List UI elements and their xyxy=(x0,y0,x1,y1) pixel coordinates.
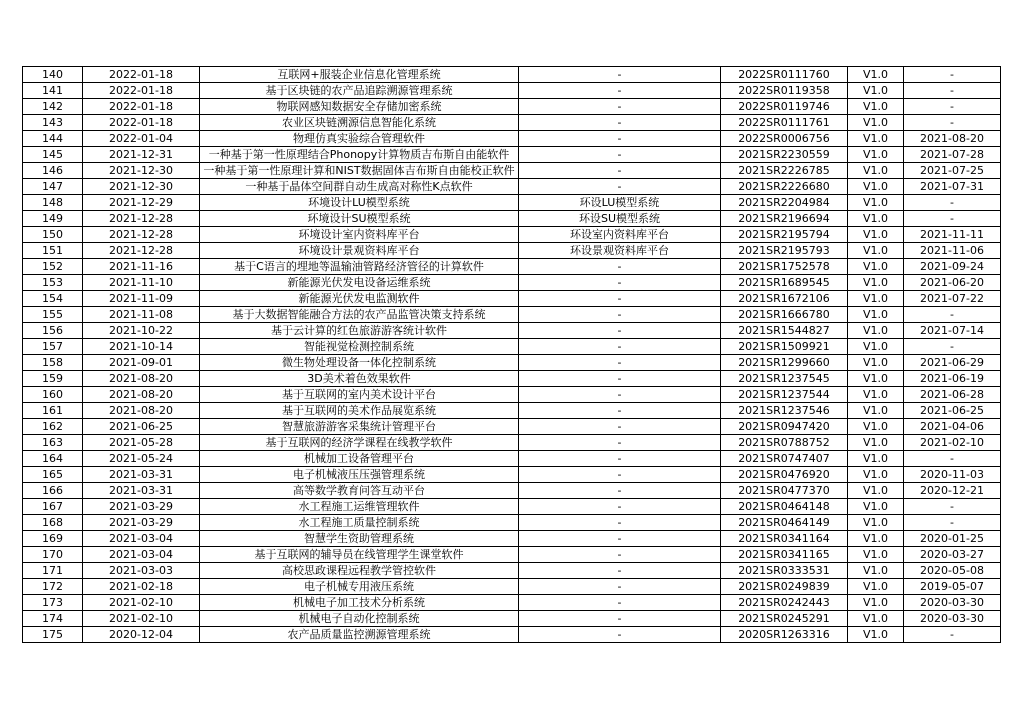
table-row xyxy=(23,83,1001,99)
table-row xyxy=(23,435,1001,451)
table-body xyxy=(23,67,1001,643)
row-number-cell: 172 xyxy=(23,579,83,595)
short-name-cell: - xyxy=(519,99,721,115)
table-row xyxy=(23,115,1001,131)
registration-number-cell: 2022SR0006756 xyxy=(721,131,848,147)
row-number-cell: 165 xyxy=(23,467,83,483)
table-row xyxy=(23,147,1001,163)
short-name-cell: 环设室内资料库平台 xyxy=(519,227,721,243)
registration-date-cell: 2022-01-04 xyxy=(83,131,200,147)
version-cell: V1.0 xyxy=(848,179,904,195)
row-number-cell: 169 xyxy=(23,531,83,547)
registration-date-cell: 2022-01-18 xyxy=(83,67,200,83)
table-row xyxy=(23,627,1001,643)
short-name-cell: - xyxy=(519,163,721,179)
completion-date-cell: 2021-09-24 xyxy=(904,259,1001,275)
row-number-cell: 159 xyxy=(23,371,83,387)
registration-number-cell: 2021SR1299660 xyxy=(721,355,848,371)
completion-date-cell: 2021-02-10 xyxy=(904,435,1001,451)
registration-date-cell: 2021-02-10 xyxy=(83,595,200,611)
version-cell: V1.0 xyxy=(848,243,904,259)
version-cell: V1.0 xyxy=(848,499,904,515)
version-cell: V1.0 xyxy=(848,195,904,211)
software-name-cell: 智慧学生资助管理系统 xyxy=(200,531,519,547)
completion-date-cell: 2020-12-21 xyxy=(904,483,1001,499)
registration-date-cell: 2021-03-29 xyxy=(83,515,200,531)
version-cell: V1.0 xyxy=(848,627,904,643)
row-number-cell: 157 xyxy=(23,339,83,355)
registration-number-cell: 2022SR0119746 xyxy=(721,99,848,115)
table-row xyxy=(23,131,1001,147)
registration-number-cell: 2021SR0464149 xyxy=(721,515,848,531)
completion-date-cell: 2021-04-06 xyxy=(904,419,1001,435)
completion-date-cell: 2021-06-25 xyxy=(904,403,1001,419)
completion-date-cell: - xyxy=(904,339,1001,355)
software-name-cell: 互联网+服装企业信息化管理系统 xyxy=(200,67,519,83)
version-cell: V1.0 xyxy=(848,83,904,99)
completion-date-cell: - xyxy=(904,451,1001,467)
registration-date-cell: 2020-12-04 xyxy=(83,627,200,643)
table-row xyxy=(23,259,1001,275)
software-name-cell: 机械电子加工技术分析系统 xyxy=(200,595,519,611)
software-name-cell: 基于大数据智能融合方法的农产品监管决策支持系统 xyxy=(200,307,519,323)
registration-number-cell: 2021SR2195793 xyxy=(721,243,848,259)
software-name-cell: 物联网感知数据安全存储加密系统 xyxy=(200,99,519,115)
table-row xyxy=(23,387,1001,403)
row-number-cell: 144 xyxy=(23,131,83,147)
version-cell: V1.0 xyxy=(848,275,904,291)
registration-date-cell: 2021-03-04 xyxy=(83,531,200,547)
table-row xyxy=(23,355,1001,371)
row-number-cell: 171 xyxy=(23,563,83,579)
registration-date-cell: 2021-03-31 xyxy=(83,467,200,483)
registration-date-cell: 2021-08-20 xyxy=(83,371,200,387)
row-number-cell: 150 xyxy=(23,227,83,243)
registration-date-cell: 2021-12-30 xyxy=(83,179,200,195)
version-cell: V1.0 xyxy=(848,419,904,435)
registration-date-cell: 2021-06-25 xyxy=(83,419,200,435)
version-cell: V1.0 xyxy=(848,387,904,403)
short-name-cell: - xyxy=(519,355,721,371)
software-name-cell: 机械加工设备管理平台 xyxy=(200,451,519,467)
registration-number-cell: 2021SR1237546 xyxy=(721,403,848,419)
software-name-cell: 新能源光伏发电监测软件 xyxy=(200,291,519,307)
short-name-cell: - xyxy=(519,595,721,611)
registration-number-cell: 2021SR2195794 xyxy=(721,227,848,243)
row-number-cell: 155 xyxy=(23,307,83,323)
completion-date-cell: 2021-11-11 xyxy=(904,227,1001,243)
registration-date-cell: 2021-03-04 xyxy=(83,547,200,563)
short-name-cell: - xyxy=(519,483,721,499)
registration-date-cell: 2021-05-28 xyxy=(83,435,200,451)
registration-number-cell: 2021SR1672106 xyxy=(721,291,848,307)
registration-number-cell: 2021SR1666780 xyxy=(721,307,848,323)
version-cell: V1.0 xyxy=(848,467,904,483)
table-row xyxy=(23,211,1001,227)
completion-date-cell: 2020-01-25 xyxy=(904,531,1001,547)
table-row xyxy=(23,451,1001,467)
completion-date-cell: - xyxy=(904,211,1001,227)
table-row xyxy=(23,291,1001,307)
short-name-cell: - xyxy=(519,371,721,387)
software-name-cell: 物理仿真实验综合管理软件 xyxy=(200,131,519,147)
row-number-cell: 166 xyxy=(23,483,83,499)
software-name-cell: 农业区块链溯源信息智能化系统 xyxy=(200,115,519,131)
short-name-cell: - xyxy=(519,579,721,595)
registration-date-cell: 2021-11-16 xyxy=(83,259,200,275)
table-row xyxy=(23,499,1001,515)
completion-date-cell: 2021-06-29 xyxy=(904,355,1001,371)
version-cell: V1.0 xyxy=(848,371,904,387)
short-name-cell: - xyxy=(519,83,721,99)
software-name-cell: 电子机械液压压强管理系统 xyxy=(200,467,519,483)
short-name-cell: - xyxy=(519,259,721,275)
table-row xyxy=(23,531,1001,547)
row-number-cell: 164 xyxy=(23,451,83,467)
registration-date-cell: 2021-05-24 xyxy=(83,451,200,467)
version-cell: V1.0 xyxy=(848,163,904,179)
row-number-cell: 145 xyxy=(23,147,83,163)
registration-number-cell: 2021SR0464148 xyxy=(721,499,848,515)
registration-number-cell: 2021SR1689545 xyxy=(721,275,848,291)
row-number-cell: 167 xyxy=(23,499,83,515)
version-cell: V1.0 xyxy=(848,515,904,531)
version-cell: V1.0 xyxy=(848,547,904,563)
version-cell: V1.0 xyxy=(848,339,904,355)
registration-number-cell: 2021SR2226680 xyxy=(721,179,848,195)
software-name-cell: 农产品质量监控溯源管理系统 xyxy=(200,627,519,643)
short-name-cell: - xyxy=(519,627,721,643)
completion-date-cell: - xyxy=(904,195,1001,211)
registration-date-cell: 2021-11-08 xyxy=(83,307,200,323)
short-name-cell: - xyxy=(519,179,721,195)
registration-number-cell: 2021SR1509921 xyxy=(721,339,848,355)
registration-number-cell: 2021SR0947420 xyxy=(721,419,848,435)
registration-date-cell: 2021-03-29 xyxy=(83,499,200,515)
row-number-cell: 141 xyxy=(23,83,83,99)
software-name-cell: 新能源光伏发电设备运维系统 xyxy=(200,275,519,291)
software-name-cell: 基于互联网的美术作品展览系统 xyxy=(200,403,519,419)
row-number-cell: 168 xyxy=(23,515,83,531)
registration-number-cell: 2021SR1752578 xyxy=(721,259,848,275)
row-number-cell: 143 xyxy=(23,115,83,131)
registration-number-cell: 2021SR0477370 xyxy=(721,483,848,499)
short-name-cell: 环设景观资料库平台 xyxy=(519,243,721,259)
row-number-cell: 147 xyxy=(23,179,83,195)
row-number-cell: 152 xyxy=(23,259,83,275)
registration-date-cell: 2021-02-10 xyxy=(83,611,200,627)
row-number-cell: 153 xyxy=(23,275,83,291)
registration-number-cell: 2021SR0341165 xyxy=(721,547,848,563)
version-cell: V1.0 xyxy=(848,435,904,451)
short-name-cell: - xyxy=(519,387,721,403)
short-name-cell: - xyxy=(519,531,721,547)
registration-date-cell: 2021-08-20 xyxy=(83,387,200,403)
completion-date-cell: 2020-11-03 xyxy=(904,467,1001,483)
registration-number-cell: 2020SR1263316 xyxy=(721,627,848,643)
registration-number-cell: 2021SR1544827 xyxy=(721,323,848,339)
registration-number-cell: 2021SR0245291 xyxy=(721,611,848,627)
software-name-cell: 3D美术着色效果软件 xyxy=(200,371,519,387)
version-cell: V1.0 xyxy=(848,611,904,627)
table-row xyxy=(23,563,1001,579)
short-name-cell: - xyxy=(519,467,721,483)
completion-date-cell: - xyxy=(904,67,1001,83)
registration-date-cell: 2021-12-28 xyxy=(83,243,200,259)
table-row xyxy=(23,99,1001,115)
registration-number-cell: 2021SR2230559 xyxy=(721,147,848,163)
version-cell: V1.0 xyxy=(848,211,904,227)
table-row xyxy=(23,307,1001,323)
registration-date-cell: 2021-12-28 xyxy=(83,227,200,243)
software-name-cell: 智慧旅游游客采集统计管理平台 xyxy=(200,419,519,435)
software-name-cell: 环境设计景观资料库平台 xyxy=(200,243,519,259)
registration-number-cell: 2022SR0119358 xyxy=(721,83,848,99)
registration-date-cell: 2021-11-10 xyxy=(83,275,200,291)
table-row xyxy=(23,227,1001,243)
short-name-cell: - xyxy=(519,515,721,531)
completion-date-cell: 2021-06-20 xyxy=(904,275,1001,291)
row-number-cell: 174 xyxy=(23,611,83,627)
registration-number-cell: 2022SR0111761 xyxy=(721,115,848,131)
completion-date-cell: - xyxy=(904,627,1001,643)
row-number-cell: 170 xyxy=(23,547,83,563)
software-name-cell: 基于互联网的室内美术设计平台 xyxy=(200,387,519,403)
row-number-cell: 148 xyxy=(23,195,83,211)
software-name-cell: 电子机械专用液压系统 xyxy=(200,579,519,595)
completion-date-cell: 2021-08-20 xyxy=(904,131,1001,147)
version-cell: V1.0 xyxy=(848,483,904,499)
version-cell: V1.0 xyxy=(848,259,904,275)
registration-date-cell: 2021-10-14 xyxy=(83,339,200,355)
software-name-cell: 基于互联网的经济学课程在线教学软件 xyxy=(200,435,519,451)
version-cell: V1.0 xyxy=(848,403,904,419)
registration-date-cell: 2021-11-09 xyxy=(83,291,200,307)
registration-date-cell: 2021-12-31 xyxy=(83,147,200,163)
software-name-cell: 基于云计算的红色旅游游客统计软件 xyxy=(200,323,519,339)
table-row xyxy=(23,419,1001,435)
table-row xyxy=(23,195,1001,211)
completion-date-cell: 2020-03-27 xyxy=(904,547,1001,563)
short-name-cell: - xyxy=(519,547,721,563)
registration-date-cell: 2021-10-22 xyxy=(83,323,200,339)
completion-date-cell: - xyxy=(904,99,1001,115)
registration-number-cell: 2021SR1237545 xyxy=(721,371,848,387)
short-name-cell: 环设SU模型系统 xyxy=(519,211,721,227)
registration-number-cell: 2021SR0333531 xyxy=(721,563,848,579)
version-cell: V1.0 xyxy=(848,579,904,595)
registration-number-cell: 2021SR2196694 xyxy=(721,211,848,227)
registration-number-cell: 2021SR0242443 xyxy=(721,595,848,611)
row-number-cell: 173 xyxy=(23,595,83,611)
software-name-cell: 机械电子自动化控制系统 xyxy=(200,611,519,627)
registration-date-cell: 2022-01-18 xyxy=(83,115,200,131)
software-name-cell: 基于区块链的农产品追踪溯源管理系统 xyxy=(200,83,519,99)
version-cell: V1.0 xyxy=(848,307,904,323)
short-name-cell: - xyxy=(519,307,721,323)
registration-date-cell: 2022-01-18 xyxy=(83,83,200,99)
short-name-cell: - xyxy=(519,451,721,467)
table-row xyxy=(23,323,1001,339)
completion-date-cell: - xyxy=(904,515,1001,531)
completion-date-cell: 2021-07-25 xyxy=(904,163,1001,179)
software-name-cell: 微生物处理设备一体化控制系统 xyxy=(200,355,519,371)
software-name-cell: 一种基于第一性原理结合Phonopy计算物质吉布斯自由能软件 xyxy=(200,147,519,163)
short-name-cell: - xyxy=(519,115,721,131)
registration-date-cell: 2021-03-03 xyxy=(83,563,200,579)
short-name-cell: - xyxy=(519,131,721,147)
short-name-cell: 环设LU模型系统 xyxy=(519,195,721,211)
version-cell: V1.0 xyxy=(848,131,904,147)
row-number-cell: 175 xyxy=(23,627,83,643)
registration-number-cell: 2021SR2204984 xyxy=(721,195,848,211)
registration-number-cell: 2021SR0747407 xyxy=(721,451,848,467)
row-number-cell: 149 xyxy=(23,211,83,227)
completion-date-cell: - xyxy=(904,499,1001,515)
software-name-cell: 基于互联网的辅导员在线管理学生课堂软件 xyxy=(200,547,519,563)
short-name-cell: - xyxy=(519,323,721,339)
row-number-cell: 161 xyxy=(23,403,83,419)
software-name-cell: 高校思政课程远程教学管控软件 xyxy=(200,563,519,579)
registration-date-cell: 2021-12-28 xyxy=(83,211,200,227)
version-cell: V1.0 xyxy=(848,355,904,371)
table-row xyxy=(23,163,1001,179)
registration-date-cell: 2021-09-01 xyxy=(83,355,200,371)
version-cell: V1.0 xyxy=(848,147,904,163)
completion-date-cell: 2021-06-28 xyxy=(904,387,1001,403)
table-row xyxy=(23,275,1001,291)
table-row xyxy=(23,611,1001,627)
short-name-cell: - xyxy=(519,275,721,291)
software-name-cell: 水工程施工质量控制系统 xyxy=(200,515,519,531)
short-name-cell: - xyxy=(519,611,721,627)
completion-date-cell: 2021-07-28 xyxy=(904,147,1001,163)
software-name-cell: 环境设计室内资料库平台 xyxy=(200,227,519,243)
table-row xyxy=(23,243,1001,259)
row-number-cell: 156 xyxy=(23,323,83,339)
registration-date-cell: 2021-03-31 xyxy=(83,483,200,499)
version-cell: V1.0 xyxy=(848,67,904,83)
version-cell: V1.0 xyxy=(848,115,904,131)
short-name-cell: - xyxy=(519,499,721,515)
software-copyright-table xyxy=(22,66,1001,643)
row-number-cell: 154 xyxy=(23,291,83,307)
registration-number-cell: 2021SR0341164 xyxy=(721,531,848,547)
short-name-cell: - xyxy=(519,435,721,451)
registration-date-cell: 2021-12-30 xyxy=(83,163,200,179)
short-name-cell: - xyxy=(519,563,721,579)
completion-date-cell: 2019-05-07 xyxy=(904,579,1001,595)
table-row xyxy=(23,67,1001,83)
version-cell: V1.0 xyxy=(848,99,904,115)
completion-date-cell: - xyxy=(904,115,1001,131)
row-number-cell: 142 xyxy=(23,99,83,115)
completion-date-cell: 2021-07-31 xyxy=(904,179,1001,195)
version-cell: V1.0 xyxy=(848,291,904,307)
registration-date-cell: 2021-02-18 xyxy=(83,579,200,595)
completion-date-cell: 2020-05-08 xyxy=(904,563,1001,579)
software-name-cell: 环境设计LU模型系统 xyxy=(200,195,519,211)
software-name-cell: 一种基于晶体空间群自动生成高对称性K点软件 xyxy=(200,179,519,195)
table-row xyxy=(23,547,1001,563)
software-name-cell: 环境设计SU模型系统 xyxy=(200,211,519,227)
completion-date-cell: - xyxy=(904,307,1001,323)
row-number-cell: 146 xyxy=(23,163,83,179)
software-name-cell: 智能视觉检测控制系统 xyxy=(200,339,519,355)
table-row xyxy=(23,339,1001,355)
registration-date-cell: 2022-01-18 xyxy=(83,99,200,115)
version-cell: V1.0 xyxy=(848,595,904,611)
table-row xyxy=(23,467,1001,483)
software-name-cell: 基于C语言的埋地等温输油管路经济管径的计算软件 xyxy=(200,259,519,275)
completion-date-cell: 2021-07-14 xyxy=(904,323,1001,339)
completion-date-cell: 2020-03-30 xyxy=(904,611,1001,627)
software-name-cell: 水工程施工运维管理软件 xyxy=(200,499,519,515)
table-row xyxy=(23,371,1001,387)
registration-number-cell: 2021SR2226785 xyxy=(721,163,848,179)
version-cell: V1.0 xyxy=(848,531,904,547)
table-row xyxy=(23,595,1001,611)
registration-number-cell: 2021SR0788752 xyxy=(721,435,848,451)
registration-number-cell: 2021SR0249839 xyxy=(721,579,848,595)
software-name-cell: 高等数学教育问答互动平台 xyxy=(200,483,519,499)
registration-number-cell: 2021SR1237544 xyxy=(721,387,848,403)
version-cell: V1.0 xyxy=(848,563,904,579)
version-cell: V1.0 xyxy=(848,451,904,467)
table-row xyxy=(23,515,1001,531)
completion-date-cell: 2021-07-22 xyxy=(904,291,1001,307)
row-number-cell: 163 xyxy=(23,435,83,451)
short-name-cell: - xyxy=(519,291,721,307)
table-row xyxy=(23,483,1001,499)
row-number-cell: 160 xyxy=(23,387,83,403)
table-row xyxy=(23,579,1001,595)
table-row xyxy=(23,403,1001,419)
registration-number-cell: 2021SR0476920 xyxy=(721,467,848,483)
version-cell: V1.0 xyxy=(848,227,904,243)
registration-date-cell: 2021-12-29 xyxy=(83,195,200,211)
row-number-cell: 151 xyxy=(23,243,83,259)
version-cell: V1.0 xyxy=(848,323,904,339)
short-name-cell: - xyxy=(519,403,721,419)
completion-date-cell: 2021-11-06 xyxy=(904,243,1001,259)
software-name-cell: 一种基于第一性原理计算和NIST数据固体吉布斯自由能校正软件 xyxy=(200,163,519,179)
registration-date-cell: 2021-08-20 xyxy=(83,403,200,419)
row-number-cell: 140 xyxy=(23,67,83,83)
table-row xyxy=(23,179,1001,195)
short-name-cell: - xyxy=(519,419,721,435)
completion-date-cell: - xyxy=(904,83,1001,99)
short-name-cell: - xyxy=(519,67,721,83)
completion-date-cell: 2020-03-30 xyxy=(904,595,1001,611)
completion-date-cell: 2021-06-19 xyxy=(904,371,1001,387)
registration-number-cell: 2022SR0111760 xyxy=(721,67,848,83)
short-name-cell: - xyxy=(519,339,721,355)
short-name-cell: - xyxy=(519,147,721,163)
row-number-cell: 158 xyxy=(23,355,83,371)
row-number-cell: 162 xyxy=(23,419,83,435)
